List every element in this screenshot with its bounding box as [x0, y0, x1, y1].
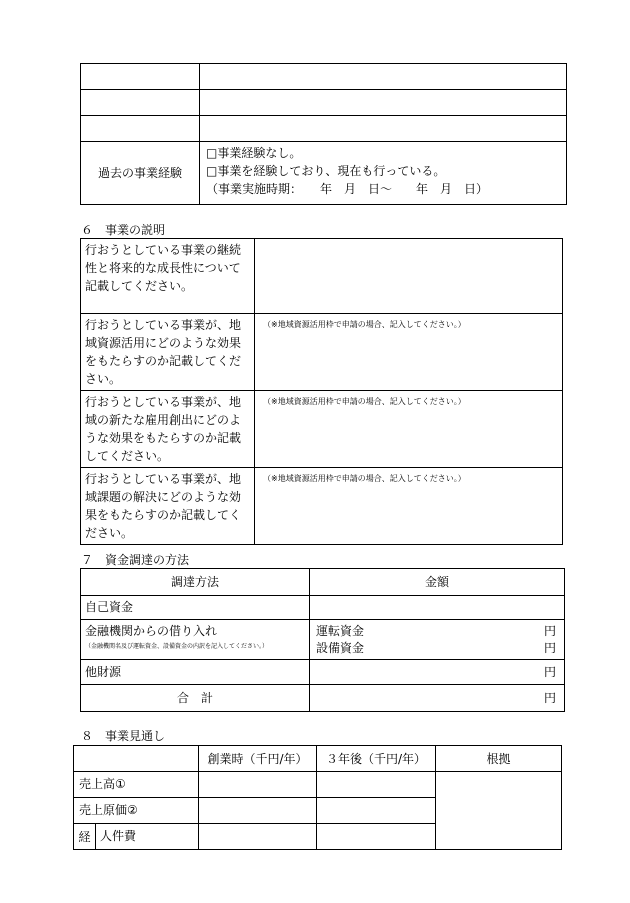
option-has-experience[interactable]: □事業を経験しており、現在も行っている。 [206, 164, 446, 178]
equipment-capital-label: 設備資金 [316, 641, 365, 655]
funding-table [80, 568, 565, 712]
top-table [80, 63, 567, 205]
question-regional-issues: 行おうとしている事業が、地域課題の解決にどのような効果をもたらすのか記載してください。 [81, 468, 255, 545]
sales-start[interactable] [199, 772, 317, 798]
labor-start[interactable] [199, 824, 317, 850]
col-start: 創業時（千円/年） [199, 746, 317, 772]
row-labor: 人件費 [96, 824, 199, 850]
section8-title: ８ 事業見通し [81, 729, 166, 743]
question-employment: 行おうとしている事業が、地域の新たな雇用創出にどのような効果をもたらすのか記載してください。 [81, 391, 255, 468]
section7-title: ７ 資金調達の方法 [81, 553, 190, 567]
section6-title: ６ 事業の説明 [81, 223, 166, 237]
past-experience-options [200, 142, 567, 205]
answer-employment[interactable] [255, 391, 563, 468]
cogs-3y[interactable] [317, 798, 436, 824]
yen-unit: 円 [543, 691, 556, 705]
loan-label: 金融機関からの借り入れ [85, 624, 218, 638]
cell[interactable] [200, 116, 567, 142]
expense-prefix: 経 [74, 824, 96, 850]
col-amount: 金額 [310, 569, 565, 596]
sales-3y[interactable] [317, 772, 436, 798]
question-local-resources: 行おうとしている事業が、地域資源活用にどのような効果をもたらすのか記載してください。 [81, 314, 255, 391]
loan-amount-cell[interactable] [310, 620, 565, 660]
header-empty [74, 746, 199, 772]
yen-unit: 円 [543, 665, 556, 679]
business-description-table [80, 238, 563, 545]
total-label: 合 計 [81, 685, 310, 712]
note-local-resources: （※地域資源活用枠で申請の場合、記入してください。） [263, 320, 466, 329]
other-funds-amount[interactable] [310, 660, 565, 685]
answer-continuity[interactable] [255, 239, 563, 314]
question-continuity: 行おうとしている事業の継続性と将来的な成長性について記載してください。 [81, 239, 255, 314]
col-method: 調達方法 [81, 569, 310, 596]
working-capital-label: 運転資金 [316, 624, 365, 638]
own-funds-label: 自己資金 [81, 596, 310, 620]
outlook-table [73, 745, 562, 850]
basis-cell[interactable] [436, 772, 562, 850]
cell[interactable] [81, 64, 200, 90]
cell[interactable] [81, 116, 200, 142]
cell[interactable] [81, 90, 200, 116]
col-basis: 根拠 [436, 746, 562, 772]
past-experience-label: 過去の事業経験 [81, 142, 200, 205]
cell[interactable] [200, 64, 567, 90]
col-3y: ３年後（千円/年） [317, 746, 436, 772]
total-amount[interactable] [310, 685, 565, 712]
option-no-experience[interactable]: □事業経験なし。 [206, 146, 302, 160]
own-funds-amount[interactable] [310, 596, 565, 620]
note-regional-issues: （※地域資源活用枠で申請の場合、記入してください。） [263, 474, 466, 483]
cell[interactable] [200, 90, 567, 116]
loan-cell [81, 620, 310, 660]
answer-regional-issues[interactable] [255, 468, 563, 545]
note-employment: （※地域資源活用枠で申請の場合、記入してください。） [263, 397, 466, 406]
yen-unit: 円 [543, 641, 556, 655]
row-cogs: 売上原価② [74, 798, 199, 824]
answer-local-resources[interactable] [255, 314, 563, 391]
labor-3y[interactable] [317, 824, 436, 850]
yen-unit: 円 [543, 624, 556, 638]
loan-note: （金融機関名及び運転資金、設備資金の内訳を記入してください。） [85, 643, 269, 650]
row-sales: 売上高① [74, 772, 199, 798]
experience-period: （事業実施時期： 年 月 日〜 年 月 日） [206, 182, 489, 196]
other-funds-label: 他財源 [81, 660, 310, 685]
cogs-start[interactable] [199, 798, 317, 824]
